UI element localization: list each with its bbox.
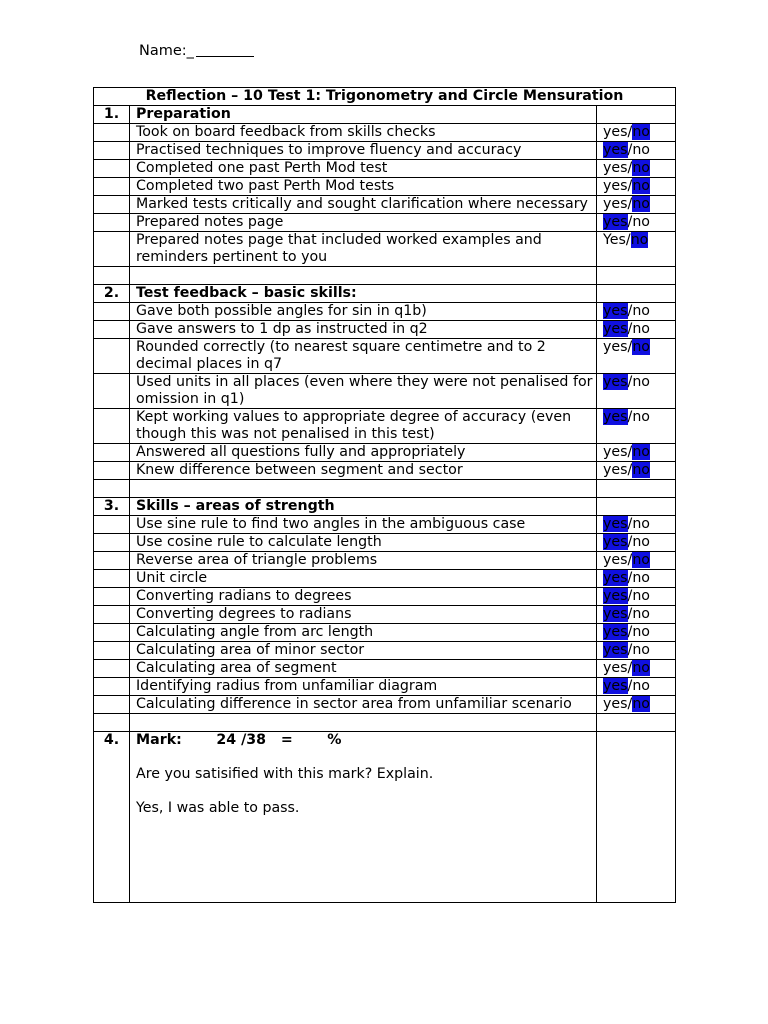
answer-slash: / — [627, 196, 633, 212]
yes-no-answer[interactable] — [597, 160, 676, 178]
checklist-row — [94, 462, 676, 480]
answer-yes[interactable]: yes — [603, 696, 628, 712]
answer-no[interactable]: no — [632, 409, 650, 425]
answer-no[interactable]: no — [632, 178, 650, 194]
name-field — [139, 42, 254, 59]
answer-yes[interactable]: yes — [603, 624, 628, 640]
answer-slash: / — [627, 160, 633, 176]
answer-yes[interactable]: yes — [603, 214, 628, 230]
yes-no-answer[interactable] — [597, 444, 676, 462]
item-text: Marked tests critically and sought clarification where necessary — [130, 196, 597, 214]
mark-answer[interactable]: Yes, I was able to pass. — [136, 800, 300, 816]
yes-no-answer[interactable] — [597, 642, 676, 660]
answer-no[interactable]: no — [632, 196, 650, 212]
answer-slash: / — [627, 678, 633, 694]
checklist-row — [94, 124, 676, 142]
item-text: Calculating difference in sector area from unfamiliar scenario — [130, 696, 597, 714]
answer-slash: / — [627, 552, 633, 568]
item-text: Prepared notes page that included worked examples and reminders pertinent to you — [130, 232, 597, 267]
item-text: Kept working values to appropriate degree of accuracy (even though this was not penalised in this test) — [130, 409, 597, 444]
answer-yes[interactable]: yes — [603, 462, 628, 478]
answer-yes[interactable]: yes — [603, 570, 628, 586]
answer-slash: / — [627, 570, 633, 586]
checklist-row — [94, 534, 676, 552]
yes-no-answer[interactable] — [597, 142, 676, 160]
row-number-cell — [94, 124, 130, 142]
answer-cell-empty — [597, 106, 676, 124]
yes-no-answer[interactable] — [597, 124, 676, 142]
answer-no[interactable]: no — [632, 552, 650, 568]
item-text: Use cosine rule to calculate length — [130, 534, 597, 552]
answer-yes[interactable]: yes — [603, 374, 628, 390]
item-text: Practised techniques to improve fluency and accuracy — [130, 142, 597, 160]
answer-no[interactable]: no — [632, 142, 650, 158]
answer-slash: / — [627, 588, 633, 604]
yes-no-answer[interactable] — [597, 588, 676, 606]
mark-label: Mark: — [136, 732, 182, 748]
row-number-cell — [94, 678, 130, 696]
answer-no[interactable]: no — [632, 534, 650, 550]
yes-no-answer[interactable] — [597, 374, 676, 409]
row-number-cell — [94, 516, 130, 534]
checklist-row — [94, 214, 676, 232]
section-number: 3. — [94, 498, 130, 516]
answer-slash: / — [627, 321, 633, 337]
yes-no-answer[interactable] — [597, 534, 676, 552]
spacer-row — [94, 267, 676, 285]
item-text: Calculating area of minor sector — [130, 642, 597, 660]
yes-no-answer[interactable] — [597, 570, 676, 588]
answer-no[interactable]: no — [632, 124, 650, 140]
answer-yes[interactable]: yes — [603, 142, 628, 158]
item-text: Took on board feedback from skills checks — [130, 124, 597, 142]
yes-no-answer[interactable] — [597, 196, 676, 214]
item-text: Reverse area of triangle problems — [130, 552, 597, 570]
checklist-row — [94, 588, 676, 606]
mark-score: 24 /38 — [216, 732, 266, 748]
yes-no-answer[interactable] — [597, 678, 676, 696]
answer-slash: / — [627, 462, 633, 478]
answer-no[interactable]: no — [632, 214, 650, 230]
row-number-cell — [94, 696, 130, 714]
row-number-cell — [94, 321, 130, 339]
answer-no[interactable]: no — [632, 642, 650, 658]
section-heading-row — [94, 106, 676, 124]
answer-no[interactable]: no — [632, 516, 650, 532]
answer-slash: / — [625, 232, 631, 248]
spacer-row — [94, 714, 676, 732]
answer-yes[interactable]: yes — [603, 678, 628, 694]
row-number-cell — [94, 552, 130, 570]
item-text: Unit circle — [130, 570, 597, 588]
answer-slash: / — [627, 696, 633, 712]
mark-row — [94, 732, 676, 903]
answer-yes[interactable]: yes — [603, 642, 628, 658]
row-number-cell — [94, 303, 130, 321]
answer-no[interactable]: no — [632, 696, 650, 712]
answer-no[interactable]: no — [632, 444, 650, 460]
answer-yes[interactable]: yes — [603, 409, 628, 425]
checklist-row — [94, 444, 676, 462]
answer-slash: / — [627, 142, 633, 158]
answer-slash: / — [627, 303, 633, 319]
checklist-row — [94, 160, 676, 178]
row-number-cell — [94, 178, 130, 196]
item-text: Prepared notes page — [130, 214, 597, 232]
answer-no[interactable]: no — [632, 321, 650, 337]
item-text: Converting degrees to radians — [130, 606, 597, 624]
checklist-row — [94, 232, 676, 267]
row-number-cell — [94, 160, 130, 178]
answer-slash: / — [627, 339, 633, 355]
checklist-row — [94, 516, 676, 534]
answer-no[interactable]: no — [632, 339, 650, 355]
answer-slash: / — [627, 660, 633, 676]
yes-no-answer[interactable] — [597, 516, 676, 534]
section-heading-row — [94, 498, 676, 516]
row-number-cell — [94, 339, 130, 374]
title-row — [94, 88, 676, 106]
answer-yes[interactable]: yes — [603, 321, 628, 337]
row-number-cell — [94, 624, 130, 642]
item-text: Knew difference between segment and sector — [130, 462, 597, 480]
answer-no[interactable]: no — [632, 660, 650, 676]
answer-no[interactable]: no — [632, 678, 650, 694]
yes-no-answer[interactable] — [597, 552, 676, 570]
name-label: Name:_ — [139, 43, 194, 59]
yes-no-answer[interactable] — [597, 409, 676, 444]
answer-cell-empty — [597, 498, 676, 516]
section-number: 2. — [94, 285, 130, 303]
yes-no-answer[interactable] — [597, 606, 676, 624]
row-number-cell — [94, 660, 130, 678]
mark-percent: % — [327, 732, 342, 748]
answer-yes[interactable]: yes — [603, 660, 628, 676]
answer-yes[interactable]: yes — [603, 196, 628, 212]
section-heading: Test feedback – basic skills: — [130, 285, 597, 303]
answer-yes[interactable]: Yes — [603, 232, 626, 248]
checklist-row — [94, 374, 676, 409]
section-number: 1. — [94, 106, 130, 124]
answer-yes[interactable]: yes — [603, 444, 628, 460]
checklist-row — [94, 606, 676, 624]
mark-line — [136, 732, 596, 749]
answer-slash: / — [627, 214, 633, 230]
yes-no-answer[interactable] — [597, 660, 676, 678]
mark-equals: = — [280, 732, 293, 748]
row-number-cell — [94, 409, 130, 444]
row-number-cell — [94, 462, 130, 480]
yes-no-answer[interactable] — [597, 321, 676, 339]
reflection-table — [93, 87, 676, 903]
mark-side-cell — [597, 732, 676, 903]
section-heading-row — [94, 285, 676, 303]
yes-no-answer[interactable] — [597, 214, 676, 232]
answer-no[interactable]: no — [632, 160, 650, 176]
checklist-row — [94, 552, 676, 570]
yes-no-answer[interactable] — [597, 303, 676, 321]
item-text: Completed two past Perth Mod tests — [130, 178, 597, 196]
checklist-row — [94, 409, 676, 444]
checklist-row — [94, 570, 676, 588]
checklist-row — [94, 142, 676, 160]
answer-yes[interactable]: yes — [603, 552, 628, 568]
item-text: Rounded correctly (to nearest square centimetre and to 2 decimal places in q7 — [130, 339, 597, 374]
answer-slash: / — [627, 516, 633, 532]
item-text: Converting radians to degrees — [130, 588, 597, 606]
mark-content — [130, 732, 597, 903]
item-text: Calculating angle from arc length — [130, 624, 597, 642]
answer-slash: / — [627, 124, 633, 140]
yes-no-answer[interactable] — [597, 462, 676, 480]
answer-slash: / — [627, 178, 633, 194]
yes-no-answer[interactable] — [597, 696, 676, 714]
answer-yes[interactable]: yes — [603, 588, 628, 604]
row-number-cell — [94, 588, 130, 606]
checklist-row — [94, 303, 676, 321]
item-text: Identifying radius from unfamiliar diagram — [130, 678, 597, 696]
item-text: Gave answers to 1 dp as instructed in q2 — [130, 321, 597, 339]
item-text: Completed one past Perth Mod test — [130, 160, 597, 178]
yes-no-answer[interactable] — [597, 178, 676, 196]
item-text: Answered all questions fully and appropriately — [130, 444, 597, 462]
row-number-cell — [94, 142, 130, 160]
answer-no[interactable]: no — [632, 374, 650, 390]
row-number-cell — [94, 374, 130, 409]
yes-no-answer[interactable] — [597, 232, 676, 267]
yes-no-answer[interactable] — [597, 624, 676, 642]
answer-slash: / — [627, 374, 633, 390]
row-number-cell — [94, 642, 130, 660]
answer-yes[interactable]: yes — [603, 339, 628, 355]
item-text: Gave both possible angles for sin in q1b) — [130, 303, 597, 321]
item-text: Use sine rule to find two angles in the ambiguous case — [130, 516, 597, 534]
checklist-row — [94, 624, 676, 642]
yes-no-answer[interactable] — [597, 339, 676, 374]
answer-no[interactable]: no — [632, 303, 650, 319]
row-number-cell — [94, 196, 130, 214]
row-number-cell — [94, 534, 130, 552]
row-number-cell — [94, 444, 130, 462]
answer-cell-empty — [597, 285, 676, 303]
checklist-row — [94, 696, 676, 714]
row-number-cell — [94, 214, 130, 232]
checklist-row — [94, 660, 676, 678]
answer-slash: / — [627, 409, 633, 425]
answer-no[interactable]: no — [632, 588, 650, 604]
answer-yes[interactable]: yes — [603, 124, 628, 140]
table-title: Reflection – 10 Test 1: Trigonometry and Circle Mensuration — [94, 88, 676, 106]
answer-yes[interactable]: yes — [603, 178, 628, 194]
checklist-row — [94, 178, 676, 196]
answer-slash: / — [627, 624, 633, 640]
checklist-row — [94, 642, 676, 660]
answer-slash: / — [627, 444, 633, 460]
answer-yes[interactable]: yes — [603, 160, 628, 176]
answer-slash: / — [627, 606, 633, 622]
row-number-cell — [94, 232, 130, 267]
section-heading: Preparation — [130, 106, 597, 124]
item-text: Used units in all places (even where they were not penalised for omission in q1) — [130, 374, 597, 409]
answer-yes[interactable]: yes — [603, 303, 628, 319]
row-number-cell — [94, 606, 130, 624]
name-blank-line — [196, 42, 254, 57]
answer-no[interactable]: no — [632, 570, 650, 586]
answer-slash: / — [627, 642, 633, 658]
answer-slash: / — [627, 534, 633, 550]
mark-number: 4. — [94, 732, 130, 903]
checklist-row — [94, 339, 676, 374]
answer-yes[interactable]: yes — [603, 534, 628, 550]
answer-no[interactable]: no — [632, 624, 650, 640]
spacer-row — [94, 480, 676, 498]
answer-no[interactable]: no — [632, 462, 650, 478]
mark-question: Are you satisified with this mark? Explain. — [136, 766, 434, 782]
section-heading: Skills – areas of strength — [130, 498, 597, 516]
checklist-row — [94, 196, 676, 214]
answer-yes[interactable]: yes — [603, 606, 628, 622]
answer-no[interactable]: no — [630, 232, 649, 248]
item-text: Calculating area of segment — [130, 660, 597, 678]
row-number-cell — [94, 570, 130, 588]
checklist-row — [94, 678, 676, 696]
answer-no[interactable]: no — [632, 606, 650, 622]
answer-yes[interactable]: yes — [603, 516, 628, 532]
checklist-row — [94, 321, 676, 339]
